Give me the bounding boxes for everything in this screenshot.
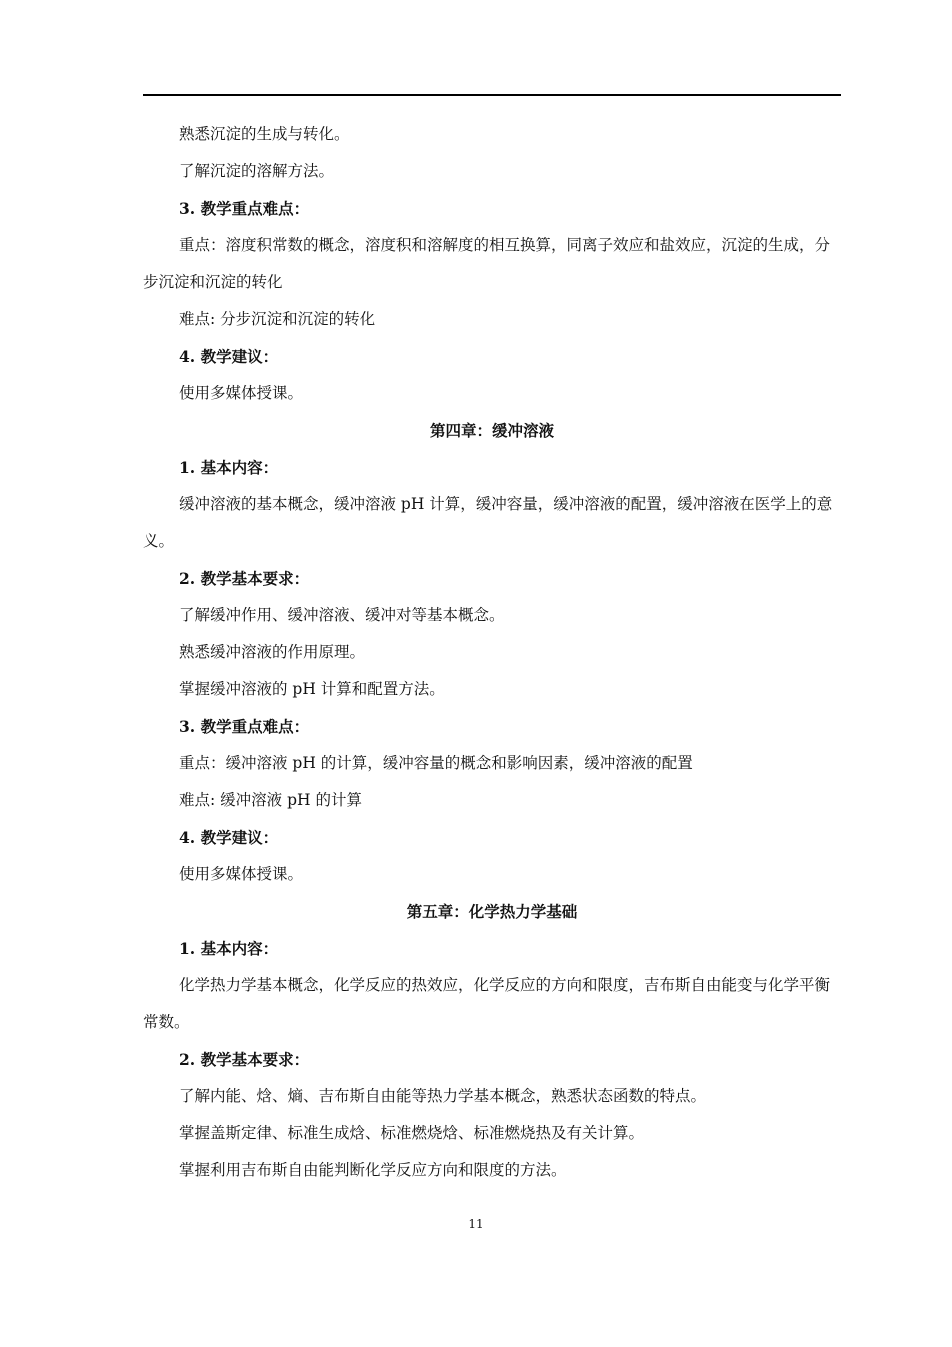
section-heading: 3. 教学重点难点： xyxy=(179,717,310,736)
page-number: 11 xyxy=(468,1217,484,1231)
section-heading: 4. 教学建议： xyxy=(179,347,279,366)
paragraph: 重点：缓冲溶液 pH 的计算，缓冲容量的概念和影响因素，缓冲溶液的配置 xyxy=(179,754,693,772)
paragraph: 重点：溶度积常数的概念，溶度积和溶解度的相互换算，同离子效应和盐效应，沉淀的生成，分步沉淀和沉淀的转化 xyxy=(143,236,831,291)
paragraph: 了解缓冲作用、缓冲溶液、缓冲对等基本概念。 xyxy=(179,606,505,624)
paragraph: 掌握利用吉布斯自由能判断化学反应方向和限度的方法。 xyxy=(179,1161,567,1179)
paragraph: 掌握盖斯定律、标准生成焓、标准燃烧焓、标准燃烧热及有关计算。 xyxy=(179,1124,645,1142)
paragraph: 化学热力学基本概念，化学反应的热效应，化学反应的方向和限度，吉布斯自由能变与化学平衡常数。 xyxy=(143,976,831,1031)
header-rule xyxy=(143,94,841,96)
paragraph: 使用多媒体授课。 xyxy=(179,384,304,402)
section-heading: 1. 基本内容： xyxy=(179,458,279,477)
document-body xyxy=(143,116,841,1189)
section-heading: 2. 教学基本要求： xyxy=(179,1050,310,1069)
section-heading: 1. 基本内容： xyxy=(179,939,279,958)
paragraph: 了解内能、焓、熵、吉布斯自由能等热力学基本概念，熟悉状态函数的特点。 xyxy=(179,1087,707,1105)
paragraph: 难点: 分步沉淀和沉淀的转化 xyxy=(179,310,376,328)
section-heading: 4. 教学建议： xyxy=(179,828,279,847)
chapter-title: 第五章：化学热力学基础 xyxy=(406,902,578,921)
paragraph: 熟悉缓冲溶液的作用原理。 xyxy=(179,643,366,661)
paragraph: 了解沉淀的溶解方法。 xyxy=(179,162,335,180)
chapter-title: 第四章：缓冲溶液 xyxy=(429,421,554,440)
paragraph: 缓冲溶液的基本概念，缓冲溶液 pH 计算，缓冲容量，缓冲溶液的配置，缓冲溶液在医学上的意义。 xyxy=(143,495,833,550)
section-heading: 2. 教学基本要求： xyxy=(179,569,310,588)
paragraph: 熟悉沉淀的生成与转化。 xyxy=(179,125,350,143)
section-heading: 3. 教学重点难点： xyxy=(179,199,310,218)
paragraph: 难点: 缓冲溶液 pH 的计算 xyxy=(179,791,362,809)
paragraph: 使用多媒体授课。 xyxy=(179,865,304,883)
paragraph: 掌握缓冲溶液的 pH 计算和配置方法。 xyxy=(179,680,445,698)
